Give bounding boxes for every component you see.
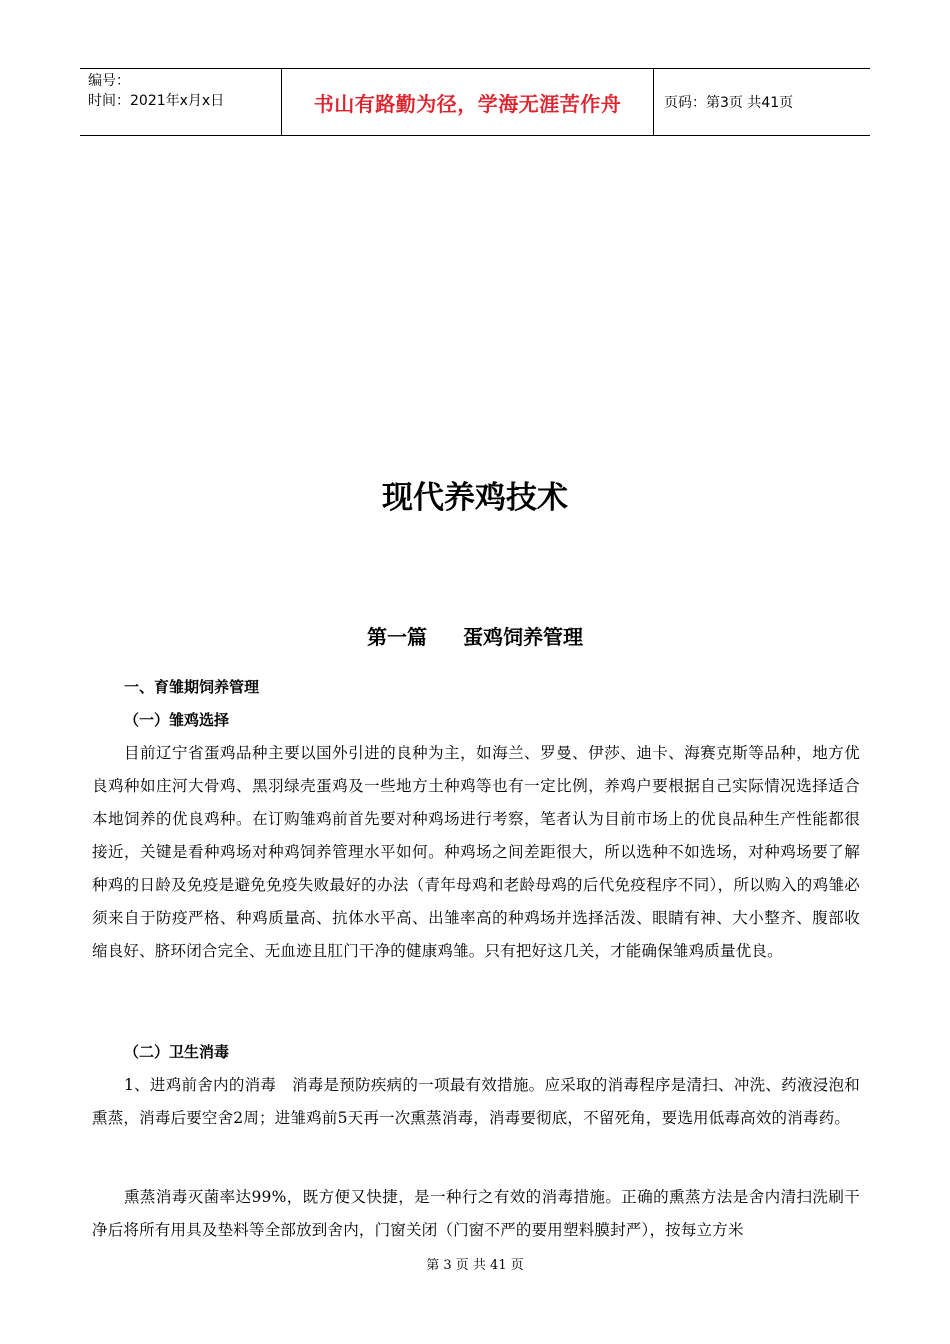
document-title: 现代养鸡技术 bbox=[382, 480, 568, 516]
part-title bbox=[0, 622, 950, 652]
header-meta bbox=[80, 69, 281, 135]
page-header bbox=[80, 68, 870, 136]
header-page-info: 页码：第3页 共41页 bbox=[664, 95, 794, 111]
document-number-label: 编号： bbox=[88, 73, 130, 89]
section-heading: 一、育雏期饲养管理 bbox=[124, 678, 260, 696]
header-motto: 书山有路勤为径，学海无涯苦作舟 bbox=[281, 69, 654, 135]
subsection-heading-disinfection: （二）卫生消毒 bbox=[124, 1043, 230, 1061]
paragraph-fumigation: 熏蒸消毒灭菌率达99%，既方便又快捷，是一种行之有效的消毒措施。正确的熏蒸方法是舍内清扫洗刷干净后将所有用具及垫料等全部放到舍内，门窗关闭（门窗不严的要用塑料膜封严），按每立方米 bbox=[92, 1188, 860, 1239]
page-footer: 第 3 页 共 41 页 bbox=[426, 1258, 524, 1273]
part-name: 蛋鸡饲养管理 bbox=[463, 625, 583, 649]
paragraph-pre-entry-disinfection: 1、进鸡前舍内的消毒 消毒是预防疾病的一项最有效措施。应采取的消毒程序是清扫、冲洗、药液浸泡和熏蒸，消毒后要空舍2周；进雏鸡前5天再一次熏蒸消毒，消毒要彻底，不留死角，要选用低毒高效的消毒药。 bbox=[92, 1076, 860, 1127]
part-label: 第一篇 bbox=[367, 625, 427, 649]
document-time-label: 时间：2021年x月x日 bbox=[88, 93, 225, 109]
subsection-heading-chick-selection: （一）雏鸡选择 bbox=[124, 711, 230, 729]
paragraph-chick-selection: 目前辽宁省蛋鸡品种主要以国外引进的良种为主，如海兰、罗曼、伊莎、迪卡、海赛克斯等品种，地方优良鸡种如庄河大骨鸡、黑羽绿壳蛋鸡及一些地方土种鸡等也有一定比例，养鸡户要根据自己实际情况选择适合本地饲养的优良鸡种。在订购雏鸡前首先要对种鸡场进行考察，笔者认为目前市场上的优良品种生产性能都很接近，关键是看种鸡场对种鸡饲养管理水平如何。种鸡场之间差距很大，所以选种不如选场，对种鸡场要了解种鸡的日龄及免疫是避免免疫失败最好的办法（青年母鸡和老龄母鸡的后代免疫程序不同），所以购入的鸡雏必须来自于防疫严格、种鸡质量高、抗体水平高、出雏率高的种鸡场并选择活泼、眼睛有神、大小整齐、腹部收缩良好、脐环闭合完全、无血迹且肛门干净的健康鸡雏。只有把好这几关，才能确保雏鸡质量优良。 bbox=[92, 744, 860, 960]
